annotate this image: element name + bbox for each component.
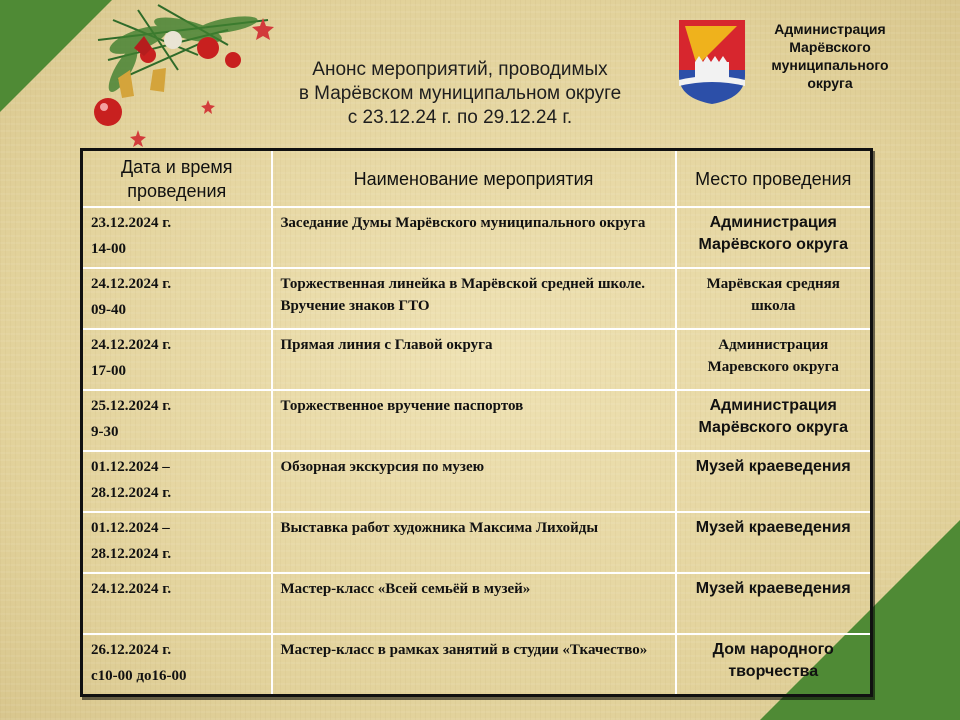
page-title [270,58,650,130]
event-name: Торжественное вручение паспортов [272,390,676,451]
event-name: Заседание Думы Марёвского муниципального округа [272,207,676,268]
title-line: в Марёвском муниципальном округе [298,83,622,104]
org-line: округа [807,75,853,91]
event-time: 28.12.2024 г. [91,485,172,501]
event-date: 26.12.2024 г. [91,642,172,658]
event-name: Мастер-класс «Всей семьёй в музей» [272,573,676,634]
event-place: Музей краеведения [676,512,872,573]
event-date: 24.12.2024 г. [91,276,172,292]
event-time: 14-00 [91,241,126,257]
org-line: муниципального [771,57,889,73]
table-row [82,573,872,634]
event-place: Администрация Маревского округа [676,329,872,390]
date-cell [82,512,272,573]
date-cell [82,268,272,329]
org-line: Марёвского [789,39,871,55]
table-row [82,207,872,268]
date-cell [82,451,272,512]
event-time: 28.12.2024 г. [91,546,172,562]
table-header-row [82,150,872,208]
date-cell [82,329,272,390]
table-row [82,268,872,329]
christmas-decoration-icon [78,0,288,150]
table-row [82,390,872,451]
event-place: Дом народного творчества [676,634,872,696]
event-date: 01.12.2024 – [91,459,170,475]
column-header-date: Дата и время проведения [82,150,272,208]
event-date: 23.12.2024 г. [91,215,172,231]
event-time: 9-30 [91,424,119,440]
event-name: Мастер-класс в рамках занятий в студии «Ткачество» [272,634,676,696]
column-header-event: Наименование мероприятия [272,150,676,208]
title-line: с 23.12.24 г. по 29.12.24 г. [347,107,573,128]
event-name: Торжественная линейка в Марёвской средней школе. Вручение знаков ГТО [272,268,676,329]
column-header-place: Место проведения [676,150,872,208]
org-line: Администрация [774,21,886,37]
event-time: с10-00 до16-00 [91,668,187,684]
event-name: Прямая линия с Главой округа [272,329,676,390]
table-row [82,512,872,573]
date-cell [82,207,272,268]
event-date: 01.12.2024 – [91,520,170,536]
event-place: Администрация Марёвского округа [676,390,872,451]
table-row [82,451,872,512]
event-place: Музей краеведения [676,451,872,512]
event-time: 17-00 [91,363,126,379]
event-time: 09-40 [91,302,126,318]
date-cell [82,573,272,634]
title-line: Анонс мероприятий, проводимых [312,59,608,80]
coat-of-arms-icon [677,18,747,106]
event-place: Марёвская средняя школа [676,268,872,329]
table-row [82,329,872,390]
table-row [82,634,872,696]
event-name: Обзорная экскурсия по музею [272,451,676,512]
date-cell [82,390,272,451]
event-date: 24.12.2024 г. [91,581,172,597]
event-place: Музей краеведения [676,573,872,634]
organization-name [750,20,910,92]
event-date: 24.12.2024 г. [91,337,172,353]
events-table [80,148,873,697]
event-place: Администрация Марёвского округа [676,207,872,268]
date-cell [82,634,272,696]
event-date: 25.12.2024 г. [91,398,172,414]
event-name: Выставка работ художника Максима Лихойды [272,512,676,573]
